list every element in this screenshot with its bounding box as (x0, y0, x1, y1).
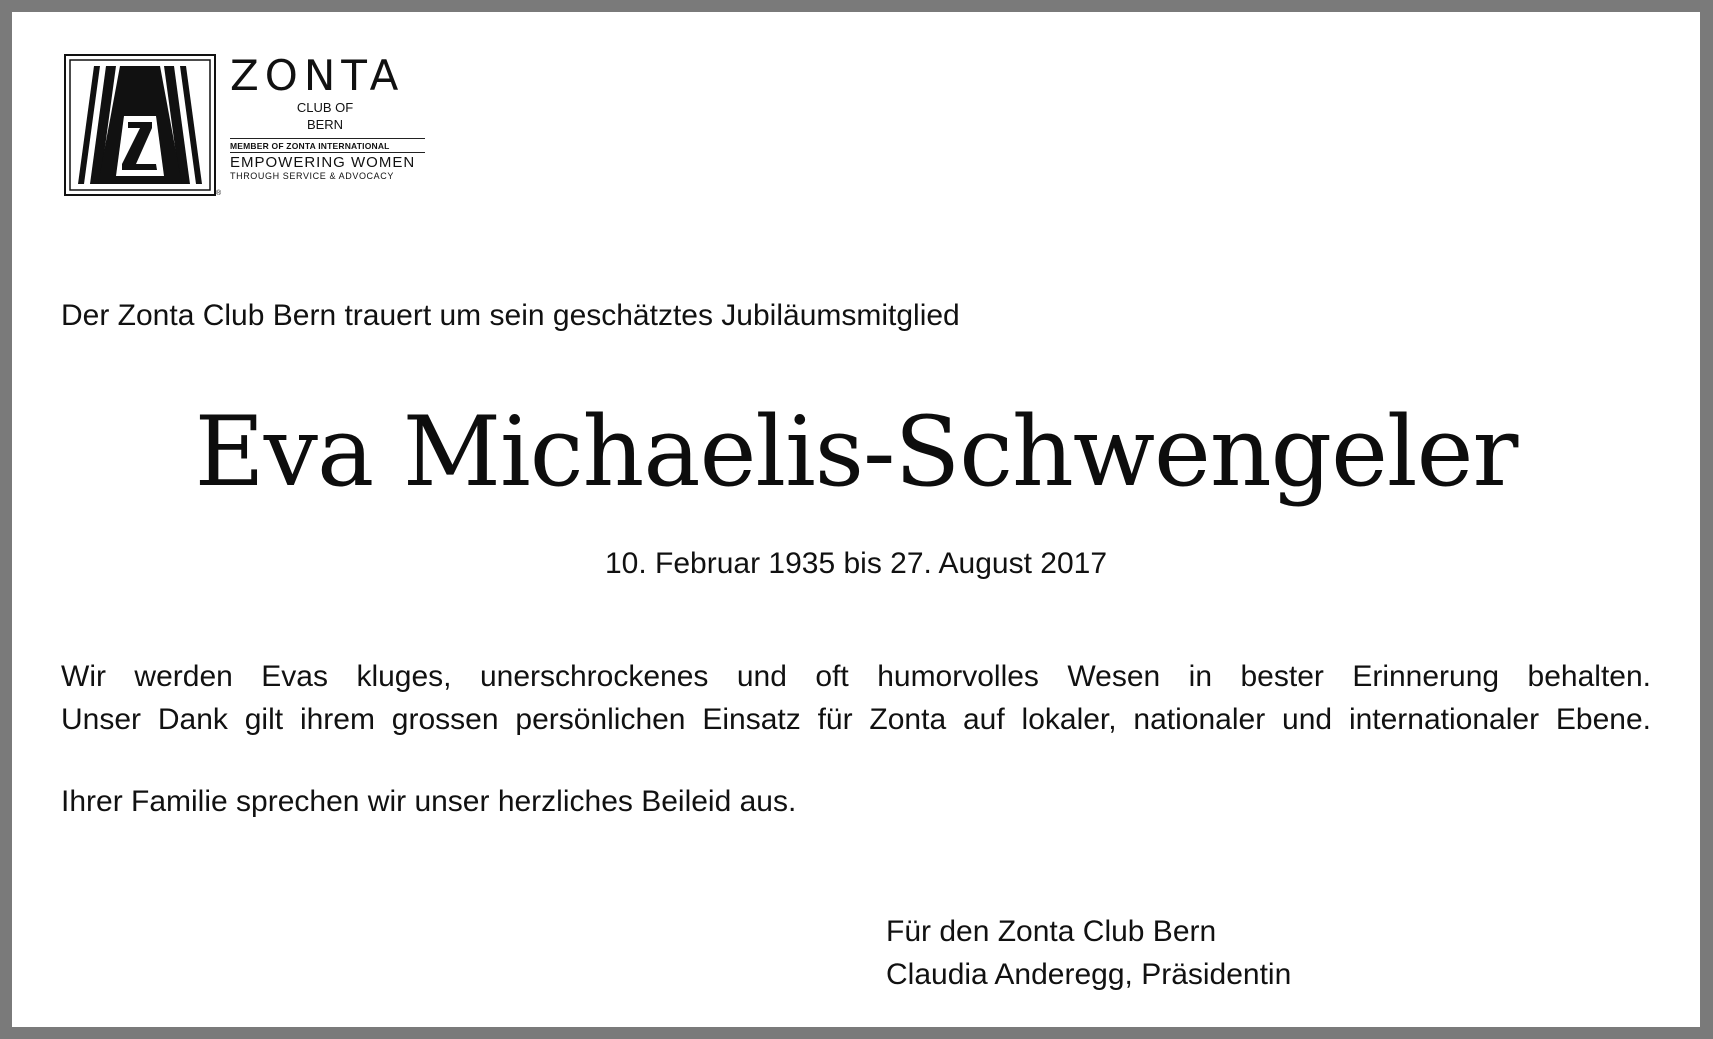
signature-name: Claudia Anderegg, Präsidentin (886, 958, 1292, 991)
logo-divider-2 (230, 152, 425, 153)
zonta-emblem-icon (64, 54, 216, 196)
obituary-page (12, 12, 1700, 1027)
logo-member-line: MEMBER OF ZONTA INTERNATIONAL (230, 141, 390, 151)
tribute-paragraph (61, 655, 1651, 741)
zonta-logo (64, 51, 454, 214)
signature-block (886, 910, 1291, 996)
tribute-line-2: Unser Dank gilt ihrem grossen persönlichen Einsatz für Zonta auf lokaler, nationaler und internationaler Ebene. (61, 703, 1651, 736)
logo-wordmark: ZONTA (230, 51, 405, 100)
logo-text (230, 51, 452, 182)
registered-mark: ® (216, 190, 222, 197)
logo-club-line1: CLUB OF (296, 100, 354, 115)
logo-tagline-1: EMPOWERING WOMEN (230, 154, 416, 171)
logo-tagline-2: THROUGH SERVICE & ADVOCACY (230, 171, 394, 181)
logo-club-line2: BERN (306, 117, 344, 132)
intro-text: Der Zonta Club Bern trauert um sein geschätztes Jubiläumsmitglied (61, 299, 960, 332)
condolence-text: Ihrer Familie sprechen wir unser herzliches Beileid aus. (61, 785, 797, 818)
logo-divider (230, 138, 425, 139)
life-dates: 10. Februar 1935 bis 27. August 2017 (604, 547, 1108, 580)
deceased-name: Eva Michaelis-Schwengeler (194, 396, 1518, 508)
signature-org: Für den Zonta Club Bern (886, 915, 1217, 948)
tribute-line-1: Wir werden Evas kluges, unerschrockenes und oft humorvolles Wesen in bester Erinnerung behalten. (61, 660, 1651, 693)
